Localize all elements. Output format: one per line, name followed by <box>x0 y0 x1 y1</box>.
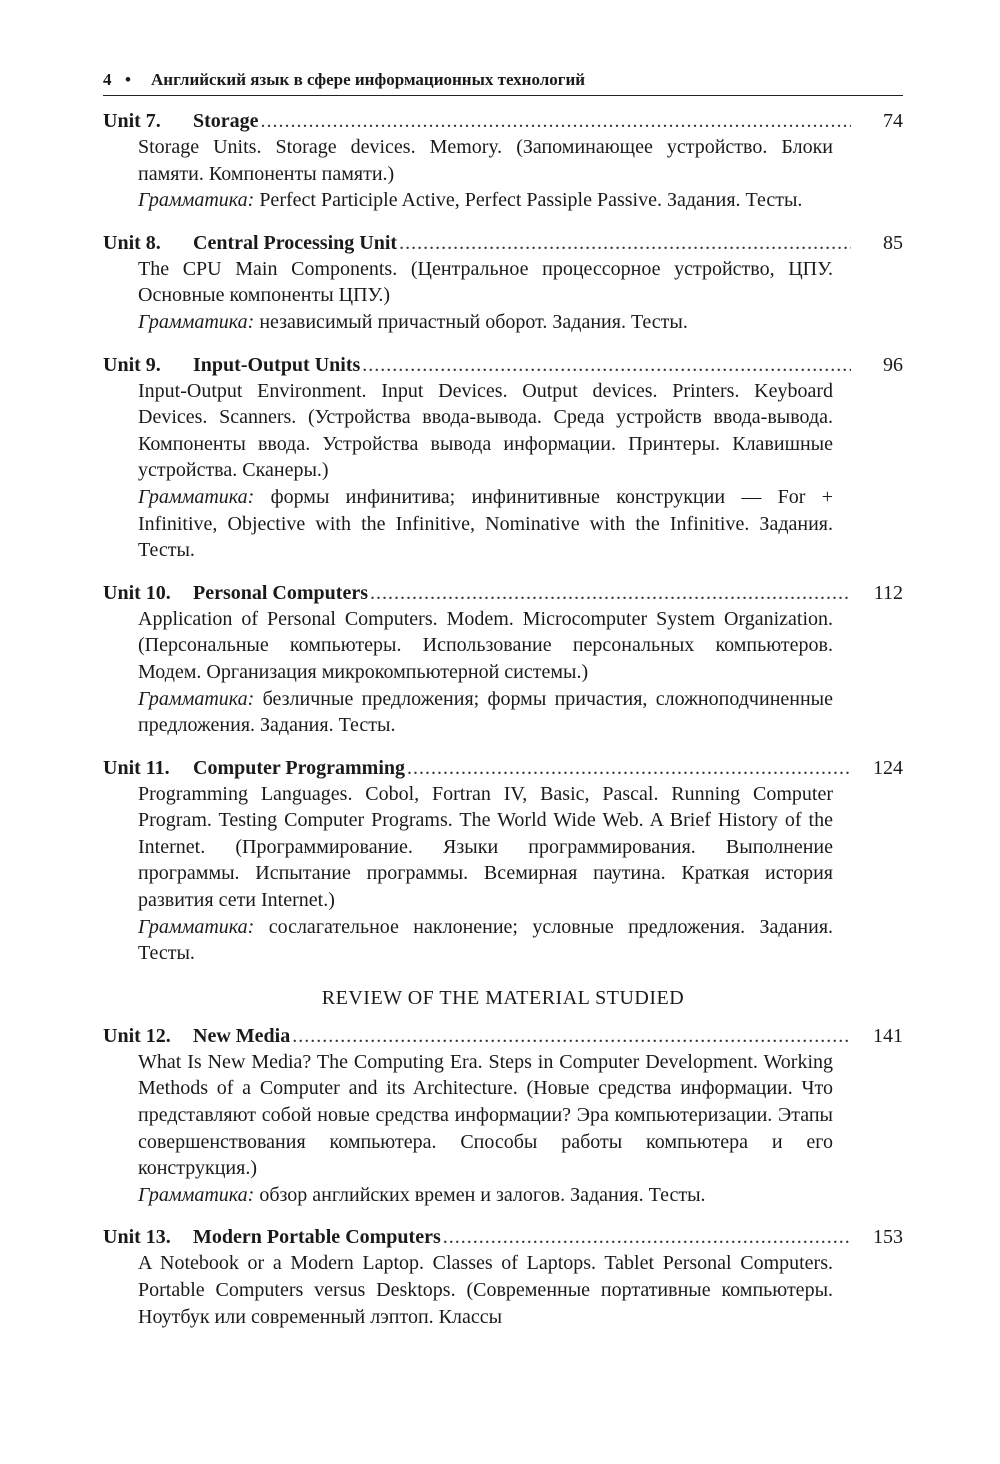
toc-entry <box>103 108 903 214</box>
unit-grammar <box>138 187 833 214</box>
unit-grammar <box>138 914 833 967</box>
unit-description: The CPU Main Components. (Центральное процессорное устройство, ЦПУ. Основные компоненты ЦПУ.) <box>138 257 833 307</box>
grammar-text: сослагательное наклонение; условные предложения. Задания. Тесты. <box>138 915 834 965</box>
toc-entry-heading[interactable] <box>103 230 903 256</box>
toc-entry <box>103 352 903 564</box>
unit-description: What Is New Media? The Computing Era. Steps in Computer Development. Working Methods of a Computer and its Architecture. (Новые средства информации. Что представляют собой новые средства информации? Эра компьютеризации. Этапы совершенствования компьютера. Способы работы компьютера и его конструкция.) <box>138 1050 833 1180</box>
unit-title: Storage <box>193 110 259 132</box>
toc-page <box>103 70 903 1330</box>
unit-number: Unit 8. <box>103 231 161 254</box>
grammar-label: Грамматика: <box>138 1183 255 1206</box>
bullet-separator: • <box>125 70 131 89</box>
page-number: 4 <box>103 70 112 89</box>
unit-page-number: 85 <box>883 231 903 254</box>
toc-entry <box>103 580 903 739</box>
toc-entry-heading[interactable] <box>103 580 903 606</box>
unit-page-number: 112 <box>873 581 903 604</box>
toc-entry-heading[interactable] <box>103 1023 903 1049</box>
unit-number: Unit 7. <box>103 110 161 132</box>
grammar-label: Грамматика: <box>138 485 255 508</box>
dot-leader <box>443 1224 851 1250</box>
unit-description: Storage Units. Storage devices. Memory. (Запоминающее устройство. Блоки памяти. Компоненты памяти.) <box>138 136 833 185</box>
unit-description: Programming Languages. Cobol, Fortran IV, Basic, Pascal. Running Computer Program. Testing Computer Programs. The World Wide Web. A Brief History of the Internet. (Программирование. Языки программирования. Выполнение программы. Испытание программы. Всемирная паутина. Краткая история развития сети Internet.) <box>138 782 833 912</box>
grammar-label: Грамматика: <box>138 189 255 212</box>
grammar-text: независимый причастный оборот. Задания. Тесты. <box>259 310 688 333</box>
unit-page-number: 96 <box>883 353 903 376</box>
unit-grammar <box>138 309 833 336</box>
grammar-text: обзор английских времен и залогов. Задания. Тесты. <box>259 1183 706 1206</box>
unit-number: Unit 10. <box>103 581 171 604</box>
unit-title: Computer Programming <box>193 756 406 779</box>
grammar-label: Грамматика: <box>138 915 255 938</box>
toc-entry-heading[interactable] <box>103 755 903 781</box>
unit-description: Input-Output Environment. Input Devices. Output devices. Printers. Keyboard Devices. Scanners. (Устройства ввода-вывода. Среда устройств ввода-вывода. Компоненты ввода. Устройства вывода информации. Принтеры. Клавишные устройства. Сканеры.) <box>138 379 833 482</box>
grammar-text: формы инфинитива; инфинитивные конструкции — For + Infinitive, Objective with the Infinitive, Nominative with the Infinitive. Задания. Тесты. <box>138 485 833 562</box>
dot-leader <box>362 352 851 378</box>
unit-title: Central Processing Unit <box>193 231 398 254</box>
unit-page-number: 124 <box>873 756 903 779</box>
unit-number: Unit 11. <box>103 756 170 779</box>
unit-grammar <box>138 686 833 739</box>
dot-leader <box>261 108 851 134</box>
unit-page-number: 74 <box>883 110 903 132</box>
unit-number: Unit 9. <box>103 353 161 376</box>
unit-grammar <box>138 484 833 564</box>
unit-title: Input-Output Units <box>193 353 361 376</box>
unit-description: Application of Personal Computers. Modem. Microcomputer System Organization. (Персональные компьютеры. Использование персональных компьютеров. Модем. Организация микрокомпьютерной системы.) <box>138 607 833 683</box>
grammar-label: Грамматика: <box>138 687 255 710</box>
unit-grammar <box>138 1182 833 1209</box>
grammar-text: безличные предложения; формы причастия, сложноподчиненные предложения. Задания. Тесты. <box>138 687 833 737</box>
dot-leader <box>407 755 851 781</box>
toc-entry <box>103 1224 903 1330</box>
grammar-text: Perfect Participle Active, Perfect Passiple Passive. Задания. Тесты. <box>259 189 803 212</box>
toc-entry <box>103 230 903 336</box>
running-header <box>103 70 903 96</box>
unit-page-number: 153 <box>873 1226 903 1249</box>
grammar-label: Грамматика: <box>138 310 255 333</box>
book-title: Английский язык в сфере информационных технологий <box>151 70 586 89</box>
unit-page-number: 141 <box>873 1024 903 1047</box>
toc-entry <box>103 1023 903 1209</box>
unit-title: Modern Portable Computers <box>193 1226 441 1249</box>
dot-leader <box>292 1023 851 1049</box>
dot-leader <box>399 230 851 256</box>
unit-number: Unit 13. <box>103 1226 171 1249</box>
unit-number: Unit 12. <box>103 1024 171 1047</box>
unit-title: Personal Computers <box>193 581 368 604</box>
section-heading-review: REVIEW OF THE MATERIAL STUDIED <box>321 986 685 1009</box>
toc-entry-heading[interactable] <box>103 108 903 134</box>
toc-entry <box>103 755 903 967</box>
unit-description: A Notebook or a Modern Laptop. Classes of Laptops. Tablet Personal Computers. Portable Computers versus Desktops. (Современные портативные компьютеры. Ноутбук или современный лэптоп. Классы <box>138 1252 833 1328</box>
dot-leader <box>370 580 851 606</box>
toc-entry-heading[interactable] <box>103 1224 903 1250</box>
unit-title: New Media <box>193 1024 291 1047</box>
toc-entry-heading[interactable] <box>103 352 903 378</box>
